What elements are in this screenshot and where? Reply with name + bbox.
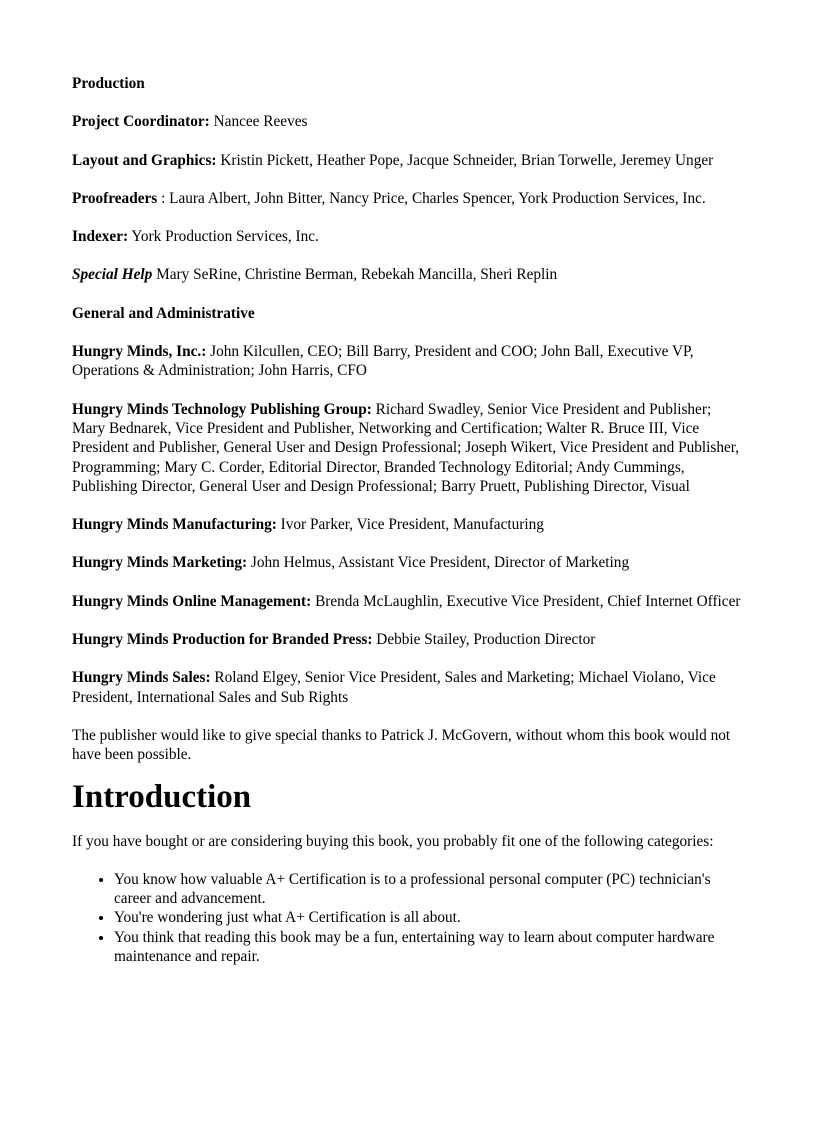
credit-label: Proofreaders [72,189,158,207]
credit-online-management [72,592,748,611]
credit-text: Brenda McLaughlin, Executive Vice President, Chief Internet Officer [311,592,741,610]
credit-layout-graphics [72,151,748,170]
credit-label: Hungry Minds Marketing: [72,554,248,572]
credit-label: Hungry Minds Online Management: [72,592,312,610]
credit-proofreaders [72,189,748,208]
credit-text: Mary SeRine, Christine Berman, Rebekah Mancilla, Sheri Replin [152,266,558,284]
general-heading: General and Administrative [72,304,255,322]
introduction-lead: If you have bought or are considering buying this book, you probably fit one of the following categories: [72,832,714,850]
credit-label: Hungry Minds Production for Branded Press: [72,631,373,649]
credit-text: Nancee Reeves [209,113,308,131]
list-item: • You know how valuable A+ Certification is to a professional personal computer (PC) technician's career and advancement. [114,870,748,909]
credit-text: John Helmus, Assistant Vice President, Director of Marketing [247,554,630,572]
credit-branded-press [72,630,748,649]
credit-label: Layout and Graphics: [72,151,217,169]
credit-sales [72,668,748,707]
credit-text: John Kilcullen, CEO; Bill Barry, President and COO; John Ball, Executive VP, Operations & Administration; John Harris, CFO [72,343,694,380]
credit-text: Debbie Stailey, Production Director [372,631,596,649]
credit-hungry-minds-inc [72,342,748,381]
credit-label: Hungry Minds Sales: [72,669,211,687]
list-item: • You think that reading this book may be a fun, entertaining way to learn about computer hardware maintenance and repair. [114,928,748,967]
credit-label: Special Help [72,266,153,284]
thanks-paragraph: The publisher would like to give special thanks to Patrick J. McGovern, without whom this book would not have been possible. [72,726,731,764]
credit-project-coordinator [72,112,748,131]
credit-special-help [72,265,748,284]
credit-technology-publishing [72,400,748,496]
credit-text: Roland Elgey, Senior Vice President, Sales and Marketing; Michael Violano, Vice President, International Sales and Sub Rights [72,669,716,706]
credit-text: Richard Swadley, Senior Vice President and Publisher; Mary Bednarek, Vice President and Publisher, Networking and Certification; Walter R. Bruce III, Vice President and Publisher, General User and Design Professional; Joseph Wikert, Vice President and Publisher, Programming; Mary C. Corder, Editorial Director, Branded Technology Editorial; Andy Cummings, Publishing Director, General User and Design Professional; Barry Pruett, Publishing Director, Visual [72,400,740,495]
credit-text: York Production Services, Inc. [128,228,319,246]
credit-label: Project Coordinator: [72,113,210,131]
list-item: • You're wondering just what A+ Certification is all about. [114,908,748,927]
credit-label: Hungry Minds Technology Publishing Group: [72,400,372,418]
credit-marketing [72,553,748,572]
credit-label: Hungry Minds Manufacturing: [72,516,277,534]
credit-indexer [72,227,748,246]
credit-text: : Laura Albert, John Bitter, Nancy Price, Charles Spencer, York Production Services, Inc. [157,189,706,207]
introduction-title: Introduction [72,778,252,815]
document-page [72,74,748,966]
production-heading: Production [72,75,145,92]
credit-label: Indexer: [72,228,129,246]
credit-text: Ivor Parker, Vice President, Manufacturing [276,516,544,534]
introduction-bullet-list [72,870,748,966]
credit-text: Kristin Pickett, Heather Pope, Jacque Schneider, Brian Torwelle, Jeremey Unger [216,151,714,169]
credit-label: Hungry Minds, Inc.: [72,343,207,361]
credit-manufacturing [72,515,748,534]
